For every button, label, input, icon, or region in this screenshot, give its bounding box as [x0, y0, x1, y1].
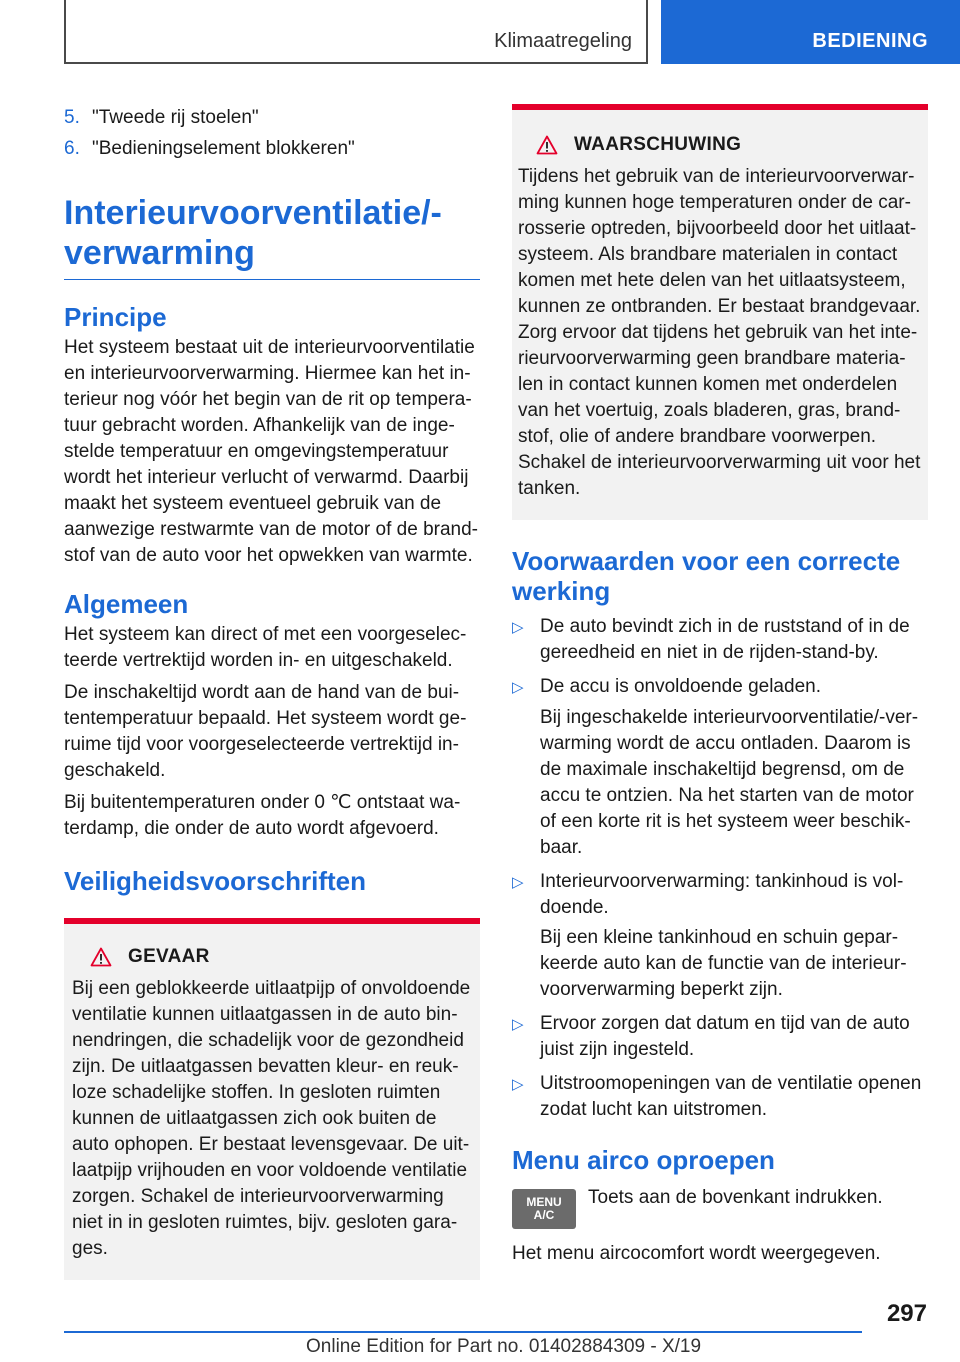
- menu-instruction-text: Toets aan de bovenkant indrukken.: [588, 1187, 883, 1208]
- danger-box: [64, 918, 480, 1280]
- triangle-bullet-icon: ▷: [512, 1016, 524, 1033]
- algemeen-text-1: Het systeem kan direct of met een voorgeselecteerde vertrektijd worden in- en uitgeschakeld.: [64, 624, 467, 671]
- footer-divider: [64, 1331, 862, 1333]
- list-number: 5.: [64, 107, 80, 128]
- bullet-subtext: Bij een kleine tankinhoud en schuin geparkeerde auto kan de functie van de interieurvoorverwarming beperkt zijn.: [540, 927, 907, 1000]
- warning-triangle-icon: [536, 135, 558, 155]
- triangle-bullet-icon: ▷: [512, 619, 524, 636]
- principe-text: Het systeem bestaat uit de interieurvoorventilatie en interieurvoorverwarming. Hiermee kan het interieur nog vóór het begin van de rit op temperatuur gebracht worden. Afhankelijk van de ingestelde temperatuur en omgevingstemperatuur wordt het interieur verlucht of verwarmd. Daarbij maakt het systeem eventueel gebruik van de aanwezige restwarmte van de motor of de brandstof van de auto voor het opwekken van warmte.: [64, 337, 478, 566]
- warning-triangle-icon: [90, 947, 112, 967]
- list-item: [64, 135, 480, 163]
- warning-title: [536, 134, 922, 156]
- triangle-bullet-icon: ▷: [512, 1076, 524, 1093]
- warning-box: [512, 104, 928, 520]
- danger-title-text: GEVAAR: [128, 946, 210, 967]
- menu-ac-button-icon: [512, 1189, 576, 1229]
- triangle-bullet-icon: ▷: [512, 874, 524, 891]
- chapter-title: BEDIENING: [812, 30, 928, 52]
- algemeen-text-3: Bij buitentemperaturen onder 0 ℃ ontstaat waterdamp, die onder de auto wordt afgevoerd.: [64, 792, 461, 839]
- algemeen-text-2: De inschakeltijd wordt aan de hand van de buitentemperatuur bepaald. Het systeem wordt geruime tijd voor voorgeselecteerde vertrektijd ingeschakeld.: [64, 682, 467, 781]
- page-number: 297: [886, 1300, 927, 1327]
- bullet-text: Uitstroomopeningen van de ventilatie openen zodat lucht kan uitstromen.: [540, 1073, 922, 1120]
- heading-menu-airco: Menu airco oproepen: [512, 1145, 775, 1175]
- bullet-text: De auto bevindt zich in de ruststand of in de gereedheid en niet in de rijden-stand-by.: [540, 616, 910, 663]
- ac-button-label: A/C: [533, 1208, 555, 1222]
- section-title: Klimaatregeling: [494, 30, 632, 52]
- list-item: [512, 674, 928, 701]
- header-chapter-tab[interactable]: [661, 0, 960, 64]
- warning-title-text: WAARSCHUWING: [574, 134, 742, 155]
- right-column: [512, 104, 928, 1267]
- list-item: [512, 614, 928, 666]
- bullet-text: De accu is onvoldoende geladen.: [540, 676, 821, 697]
- heading-principe: Principe: [64, 302, 167, 332]
- list-number: 6.: [64, 138, 80, 159]
- menu-button-label: MENU: [526, 1195, 562, 1209]
- menu-result-text: Het menu aircocomfort wordt weergegeven.: [512, 1243, 881, 1264]
- triangle-bullet-icon: ▷: [512, 679, 524, 696]
- list-item: [512, 1071, 928, 1123]
- list-text: "Tweede rij stoelen": [92, 107, 259, 128]
- warning-text: Tijdens het gebruik van de interieurvoorverwarming kunnen hoge temperaturen onder de carrosserie optreden, bijvoorbeeld door het uitlaatsysteem. Als brandbare materialen in contact komen met hete delen van het uitlaatsysteem, kunnen ze ontbranden. Er bestaat brandgevaar. Zorg ervoor dat tijdens het gebruik van het interieurvoorverwarming geen brandbare materialen in contact kunnen komen met onderdelen van het voertuig, zoals bladeren, gras, brandstof, olie of andere brandbare voorwerpen. Schakel de interieurvoorverwarming uit voor het tanken.: [518, 166, 921, 499]
- footer-edition-text: Online Edition for Part no. 01402884309 - X/19: [306, 1336, 702, 1357]
- danger-text: Bij een geblokkeerde uitlaatpijp of onvoldoende ventilatie kunnen uitlaatgassen in de auto binnendringen, die schadelijk voor de gezondheid zijn. De uitlaatgassen bevatten kleur- en reukloze schadelijke stoffen. In gesloten ruimten kunnen de uitlaatgassen zich ook buiten de auto ophopen. Er bestaat levensgevaar. De uitlaatpijp vrijhouden en voor voldoende ventilatie zorgen. Schakel de interieurvoorverwarming niet in in gesloten ruimtes, bijv. gesloten garages.: [72, 978, 471, 1259]
- left-column: [64, 104, 480, 1280]
- list-text: "Bedieningselement blokkeren": [92, 138, 355, 159]
- danger-title: [90, 946, 472, 968]
- list-item: [512, 1011, 928, 1063]
- bullet-subtext: Bij ingeschakelde interieurvoorventilatie/-verwarming wordt de accu ontladen. Daarom is de maximale inschakeltijd begrensd, om de accu te ontzien. Na het starten van de motor of een korte rit is het systeem weer beschikbaar.: [540, 707, 919, 858]
- bullet-text: Interieurvoorverwarming: tankinhoud is voldoende.: [540, 871, 904, 918]
- heading-veiligheid: Veiligheidsvoorschriften: [64, 866, 366, 896]
- list-item: [512, 869, 928, 921]
- list-item: [64, 104, 480, 132]
- menu-instruction: [512, 1185, 928, 1229]
- heading-algemeen: Algemeen: [64, 589, 189, 619]
- page-title: Interieurvoorventilatie/-verwarming: [64, 193, 480, 280]
- header-section-box: [64, 0, 648, 64]
- heading-voorwaarden: Voorwaarden voor een correcte werking: [512, 546, 901, 606]
- bullet-text: Ervoor zorgen dat datum en tijd van de auto juist zijn ingesteld.: [540, 1013, 910, 1060]
